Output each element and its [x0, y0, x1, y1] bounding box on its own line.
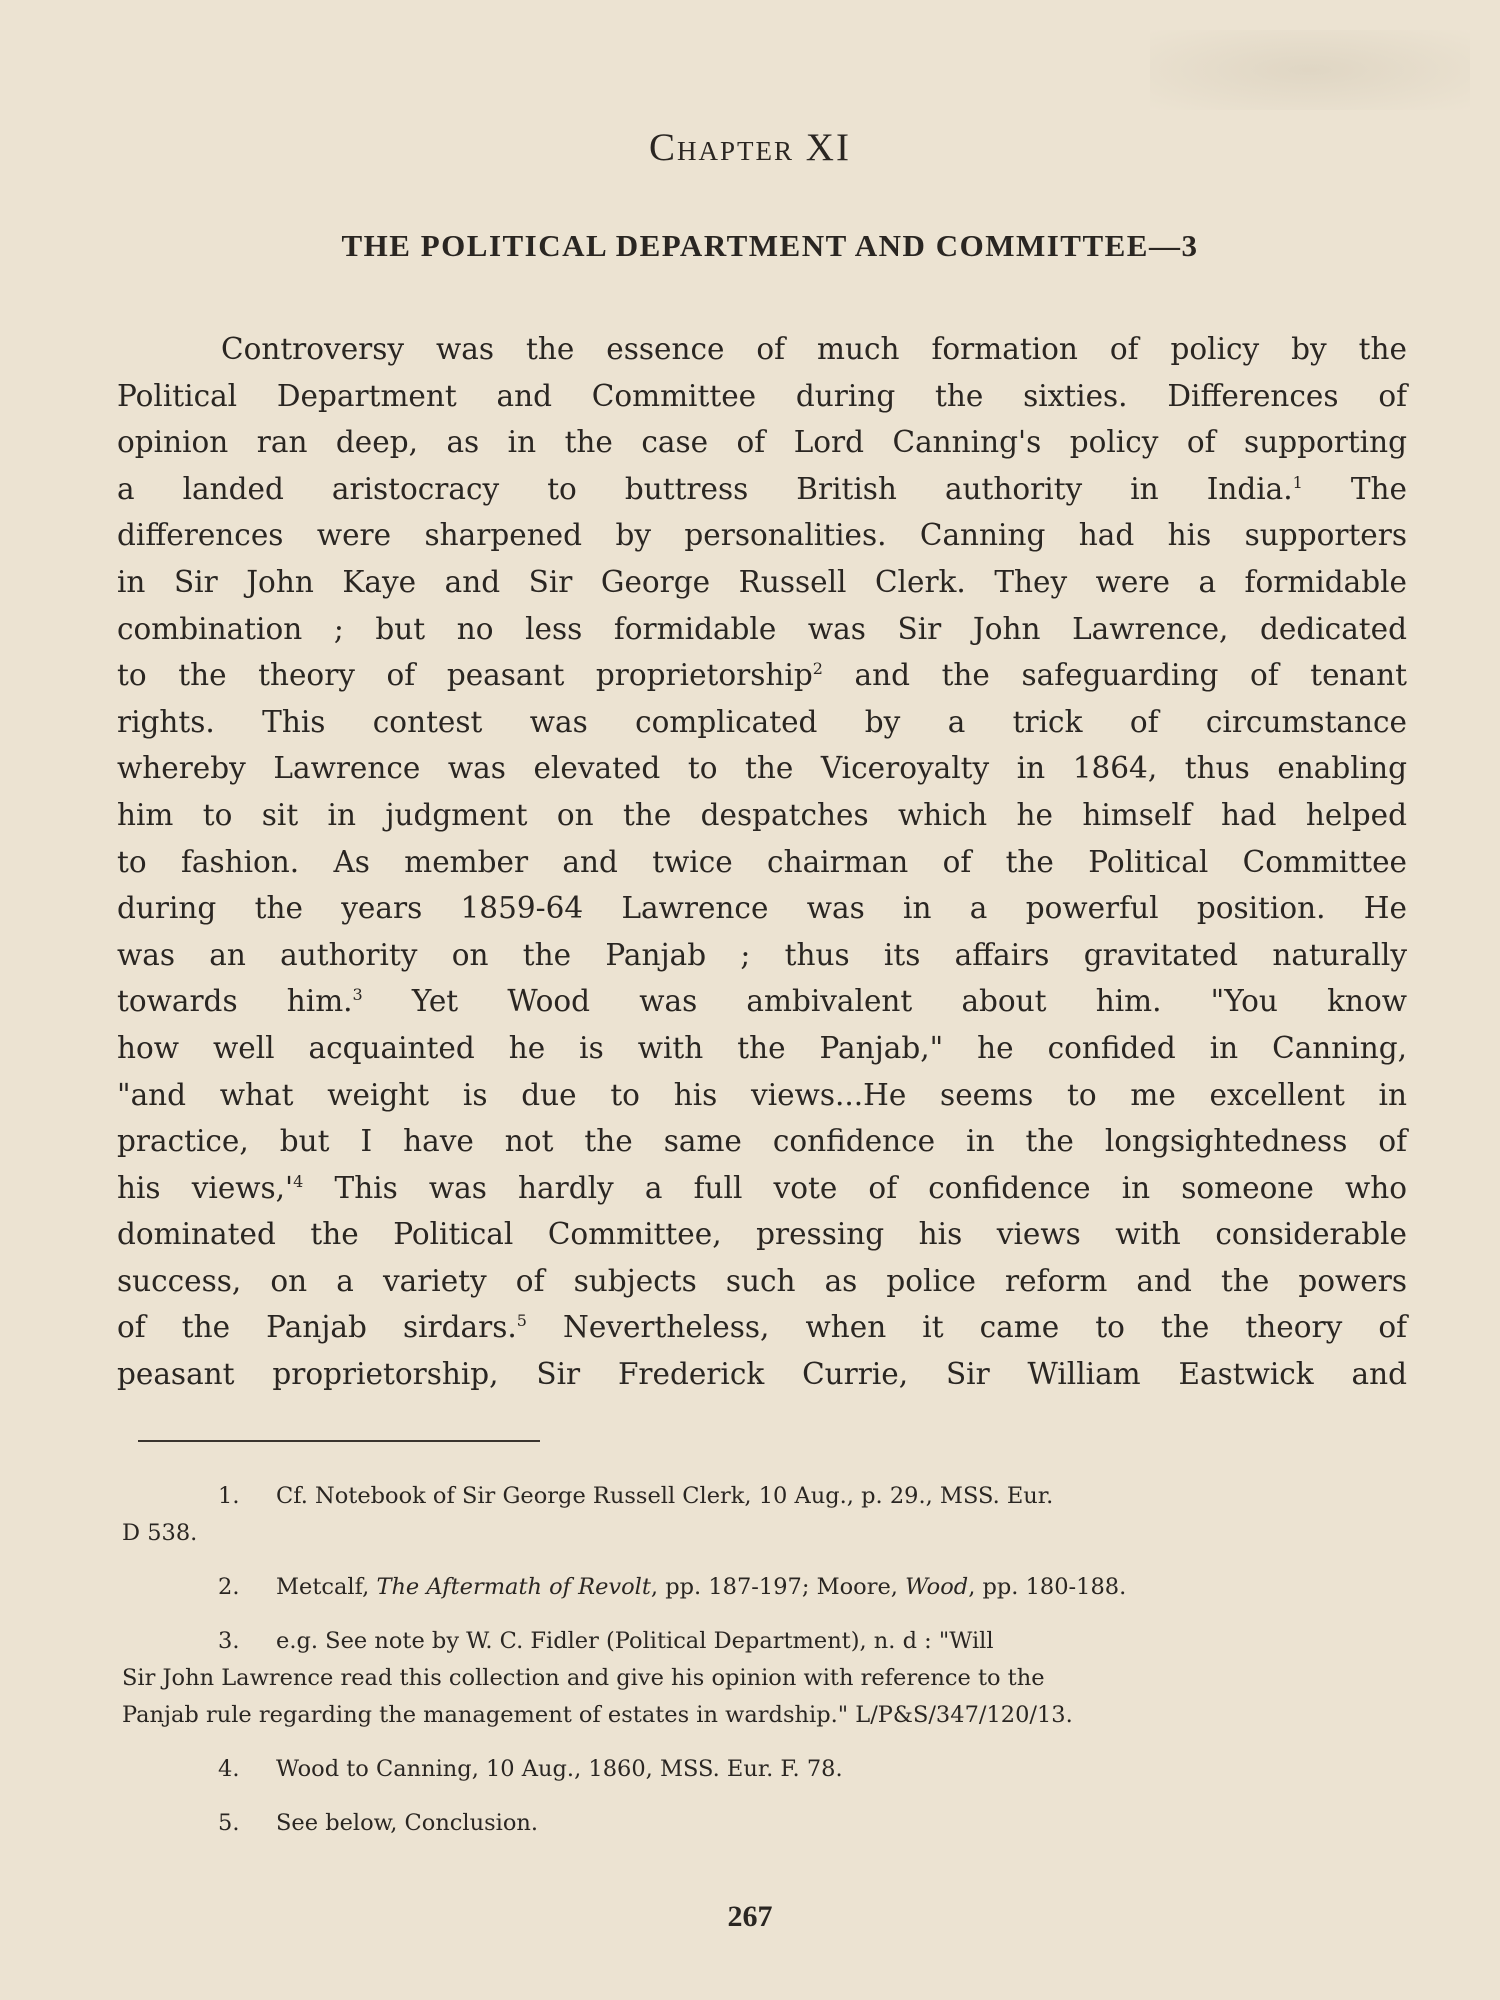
footnotes	[122, 1478, 1390, 1859]
body-line: combination ; but no less formidable was Sir John Lawrence, dedicated	[117, 611, 1407, 646]
body-line: rights. This contest was complicated by a trick of circumstance	[117, 704, 1407, 739]
paper-stain	[1150, 30, 1470, 110]
chapter-heading: Chapter XI	[649, 126, 851, 169]
footnote-4: 4. Wood to Canning, 10 Aug., 1860, MSS. Eur. F. 78.	[218, 1756, 843, 1782]
body-line: success, on a variety of subjects such as police reform and the powers	[117, 1263, 1407, 1298]
body-line: a landed aristocracy to buttress British authority in India.$^1$ The	[117, 471, 1408, 506]
footnote-ref: 2	[812, 659, 823, 679]
body-line: of the Panjab sirdars.$^5$ Nevertheless, when it came to the theory of	[117, 1310, 1408, 1345]
footnote-2: 2. Metcalf, The Aftermath of Revolt, pp. 187-197; Moore, Wood, pp. 180-188.	[218, 1574, 1127, 1600]
footnote-5: 5. See below, Conclusion.	[218, 1810, 539, 1836]
body-line: during the years 1859-64 Lawrence was in a powerful position. He	[117, 891, 1407, 926]
body-line: opinion ran deep, as in the case of Lord Canning's policy of supporting	[117, 425, 1407, 460]
body-line: him to sit in judgment on the despatches which he himself had helped	[117, 797, 1407, 832]
body-line: how well acquainted he is with the Panjab," he confided in Canning,	[117, 1030, 1407, 1065]
body-line: his $views,'^4$ This was hardly a full vote of confidence in someone who	[117, 1170, 1407, 1205]
body-line: Political Department and Committee during the sixties. Differences of	[117, 378, 1407, 413]
footnote-ref: 4	[293, 1171, 304, 1191]
body-line: practice, but I have not the same confidence in the longsightedness of	[117, 1124, 1407, 1159]
body-line: Controversy was the essence of much formation of policy by the	[221, 332, 1407, 366]
footnote-ref: 5	[516, 1311, 527, 1331]
body-line: to the theory of peasant proprietorship$^2$ and the safeguarding of tenant	[117, 658, 1407, 693]
body-line: dominated the Political Committee, pressing his views with considerable	[117, 1217, 1407, 1252]
body-paragraph	[117, 326, 1407, 1398]
page-number: 267	[727, 1900, 773, 1933]
body-line: differences were sharpened by personalities. Canning had his supporters	[117, 518, 1407, 553]
footnote-ref: 1	[1292, 472, 1303, 492]
footnote-1: 1. Cf. Notebook of Sir George Russell Clerk, 10 Aug., p. 29., MSS. Eur. D 538.	[122, 1483, 1054, 1546]
body-line: towards him.$^3$ Yet Wood was ambivalent about him. "You know	[117, 984, 1407, 1019]
body-line: in Sir John Kaye and Sir George Russell Clerk. They were a formidable	[117, 564, 1407, 599]
footnote-divider	[138, 1440, 540, 1442]
body-line: was an authority on the Panjab ; thus its affairs gravitated naturally	[117, 937, 1407, 972]
body-line: whereby Lawrence was elevated to the Viceroyalty in 1864, thus enabling	[117, 751, 1407, 786]
body-line: to fashion. As member and twice chairman of the Political Committee	[117, 844, 1407, 879]
footnote-ref: 3	[352, 985, 363, 1005]
footnote-3: 3. e.g. See note by W. C. Fidler (Political Department), n. d : "Will Sir John Lawrence read this collection and give his opinion with reference to the Panjab rule regarding the management of estates in wardship." L/P&S/347/120/13.	[122, 1628, 1073, 1728]
chapter-title: THE POLITICAL DEPARTMENT AND COMMITTEE—3	[341, 228, 1199, 263]
body-line: peasant proprietorship, Sir Frederick Currie, Sir William Eastwick and	[117, 1357, 1407, 1392]
body-line: "and what weight is due to his views...He seems to me excellent in	[117, 1077, 1407, 1112]
